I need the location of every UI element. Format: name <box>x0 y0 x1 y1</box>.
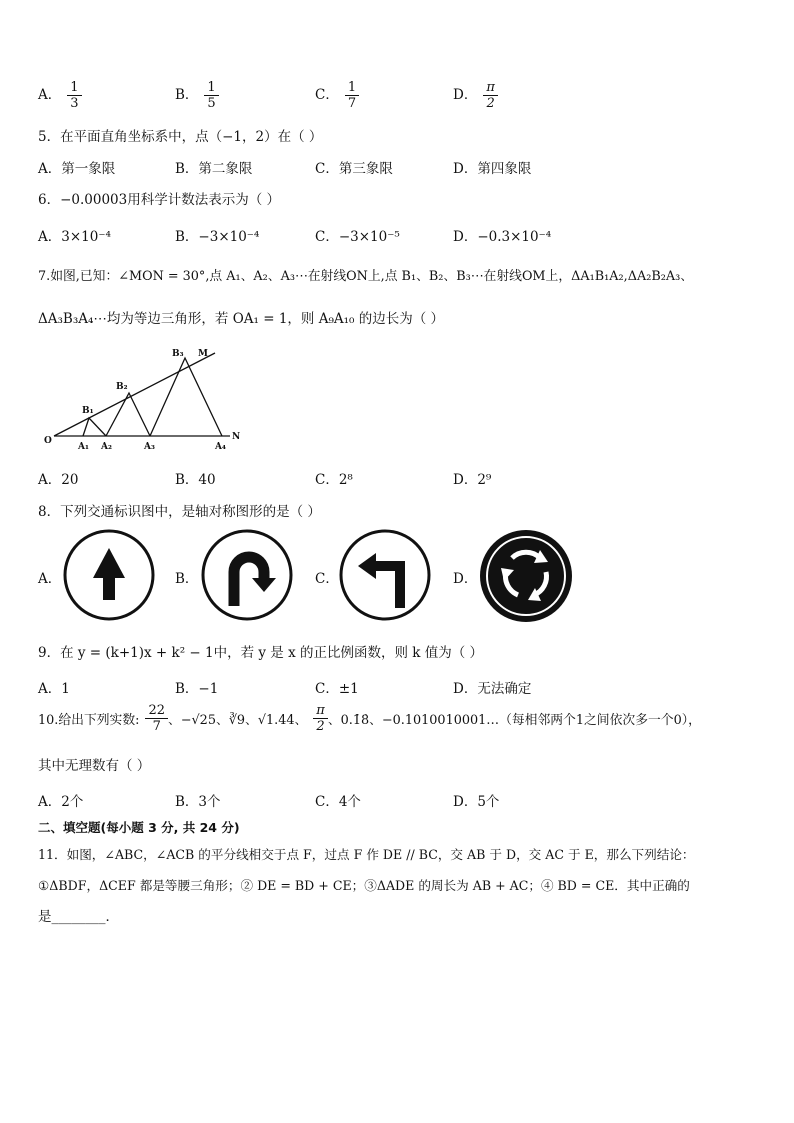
fig-label-b1: B₁ <box>82 406 94 416</box>
q7-triangle-figure <box>40 343 250 453</box>
q4-option-d[interactable] <box>453 80 498 111</box>
q10-middle-numbers: 、−√25、∛9、√1.44、 <box>168 713 308 728</box>
q5-option-b[interactable]: B．第二象限 <box>175 161 253 177</box>
denominator: 7 <box>347 96 357 111</box>
q10-option-b[interactable]: B．3个 <box>175 794 221 810</box>
q8-option-b[interactable]: B． <box>175 571 199 587</box>
q8-stem: 8．下列交通标识图中，是轴对称图形的是（ ） <box>38 504 321 520</box>
u-turn-sign-icon <box>200 528 294 622</box>
option-label: C． <box>315 87 339 103</box>
numerator: 1 <box>67 80 81 96</box>
q7-option-d[interactable]: D．2⁹ <box>453 472 492 488</box>
numerator: π <box>313 703 328 719</box>
fraction-22-7 <box>145 703 168 734</box>
q9-option-c[interactable]: C．±1 <box>315 681 359 697</box>
triangle-1 <box>83 418 106 436</box>
q11-answer-blank[interactable]: 是________． <box>38 909 119 925</box>
fig-label-n: N <box>232 432 241 442</box>
q5-option-d[interactable]: D．第四象限 <box>453 161 532 177</box>
roundabout-sign-icon <box>478 528 574 624</box>
q6-option-a[interactable]: A．3×10⁻⁴ <box>38 229 111 245</box>
q10-tail: 、0.1̇8̇、−0.1010010001…（每相邻两个1之间依次多一个0）， <box>327 713 701 728</box>
q7-option-c[interactable]: C．2⁸ <box>315 472 353 488</box>
option-label: D． <box>453 87 478 103</box>
q7-option-a[interactable]: A．20 <box>38 472 79 488</box>
fig-label-a4: A₄ <box>215 442 226 452</box>
fraction <box>67 80 81 111</box>
ray-om <box>54 353 215 436</box>
q4-option-b[interactable] <box>175 80 219 111</box>
q6-option-c[interactable]: C．−3×10⁻⁵ <box>315 229 400 245</box>
q9-option-a[interactable]: A．1 <box>38 681 70 697</box>
triangle-2 <box>106 393 150 436</box>
q10-prefix: 10.给出下列实数: <box>38 713 140 728</box>
q10-stem-line2: 其中无理数有（ ） <box>38 758 151 774</box>
q10-stem-line1 <box>38 703 701 734</box>
q6-option-b[interactable]: B．−3×10⁻⁴ <box>175 229 260 245</box>
q10-option-c[interactable]: C．4个 <box>315 794 361 810</box>
q9-option-b[interactable]: B．−1 <box>175 681 219 697</box>
denominator: 3 <box>70 96 79 111</box>
q11-line1: 11．如图，∠ABC，∠ACB 的平分线相交于点 F，过点 F 作 DE // BC，交 AB 于 D，交 AC 于 E，那么下列结论： <box>38 847 695 862</box>
q8-option-c[interactable]: C． <box>315 571 339 587</box>
fig-label-b2: B₂ <box>116 382 128 392</box>
q4-option-c[interactable] <box>315 80 359 111</box>
fraction <box>345 80 359 111</box>
fig-label-b3: B₃ <box>172 349 184 359</box>
fraction <box>204 80 218 111</box>
fig-label-a3: A₃ <box>144 442 155 452</box>
numerator: 1 <box>345 80 359 96</box>
q10-option-a[interactable]: A．2个 <box>38 794 84 810</box>
option-label: B． <box>175 87 199 103</box>
q11-line2: ①ΔBDF，ΔCEF 都是等腰三角形；② DE = BD + CE；③ΔADE 的周长为 AB + AC；④ BD = CE．其中正确的 <box>38 878 690 893</box>
fraction-pi-2 <box>313 703 328 734</box>
numerator: π <box>483 80 498 96</box>
q5-option-a[interactable]: A．第一象限 <box>38 161 116 177</box>
q8-option-d[interactable]: D． <box>453 571 478 587</box>
q8-option-a[interactable]: A． <box>38 571 62 587</box>
q6-option-d[interactable]: D．−0.3×10⁻⁴ <box>453 229 552 245</box>
fig-label-m: M <box>198 349 208 359</box>
section-heading-fill-in: 二、填空题(每小题 3 分, 共 24 分) <box>38 820 240 835</box>
straight-arrow-sign-icon <box>62 528 156 622</box>
fig-label-a2: A₂ <box>101 442 112 452</box>
q7-stem-line1: 7.如图,已知：∠MON = 30°,点 A₁、A₂、A₃⋯在射线ON上,点 B₁、B₂、B₃⋯在射线OM上，ΔA₁B₁A₂,ΔA₂B₂A₃、 <box>38 269 694 284</box>
denominator: 2 <box>316 719 325 734</box>
fig-label-a1: A₁ <box>78 442 89 452</box>
fraction <box>483 80 498 111</box>
q4-option-a[interactable] <box>38 80 82 111</box>
triangle-3 <box>150 358 222 436</box>
q5-option-c[interactable]: C．第三象限 <box>315 161 393 177</box>
q7-stem-line2: ΔA₃B₃A₄⋯均为等边三角形，若 OA₁ = 1，则 A₉A₁₀ 的边长为（ ） <box>38 311 445 327</box>
fig-label-o: O <box>44 436 52 446</box>
left-turn-sign-icon <box>338 528 432 622</box>
denominator: 5 <box>207 96 216 111</box>
q9-option-d[interactable]: D．无法确定 <box>453 681 532 697</box>
option-label: A． <box>38 87 62 103</box>
q6-stem: 6．−0.00003用科学计数法表示为（ ） <box>38 192 281 208</box>
q9-stem: 9．在 y = (k+1)x + k² − 1中，若 y 是 x 的正比例函数，则 k 值为（ ） <box>38 645 484 661</box>
numerator: 22 <box>145 703 168 719</box>
q7-option-b[interactable]: B．40 <box>175 472 216 488</box>
numerator: 1 <box>204 80 218 96</box>
q5-stem: 5．在平面直角坐标系中，点（−1，2）在（ ） <box>38 129 323 145</box>
denominator: 7 <box>152 719 161 734</box>
denominator: 2 <box>486 96 495 111</box>
q10-option-d[interactable]: D．5个 <box>453 794 500 810</box>
